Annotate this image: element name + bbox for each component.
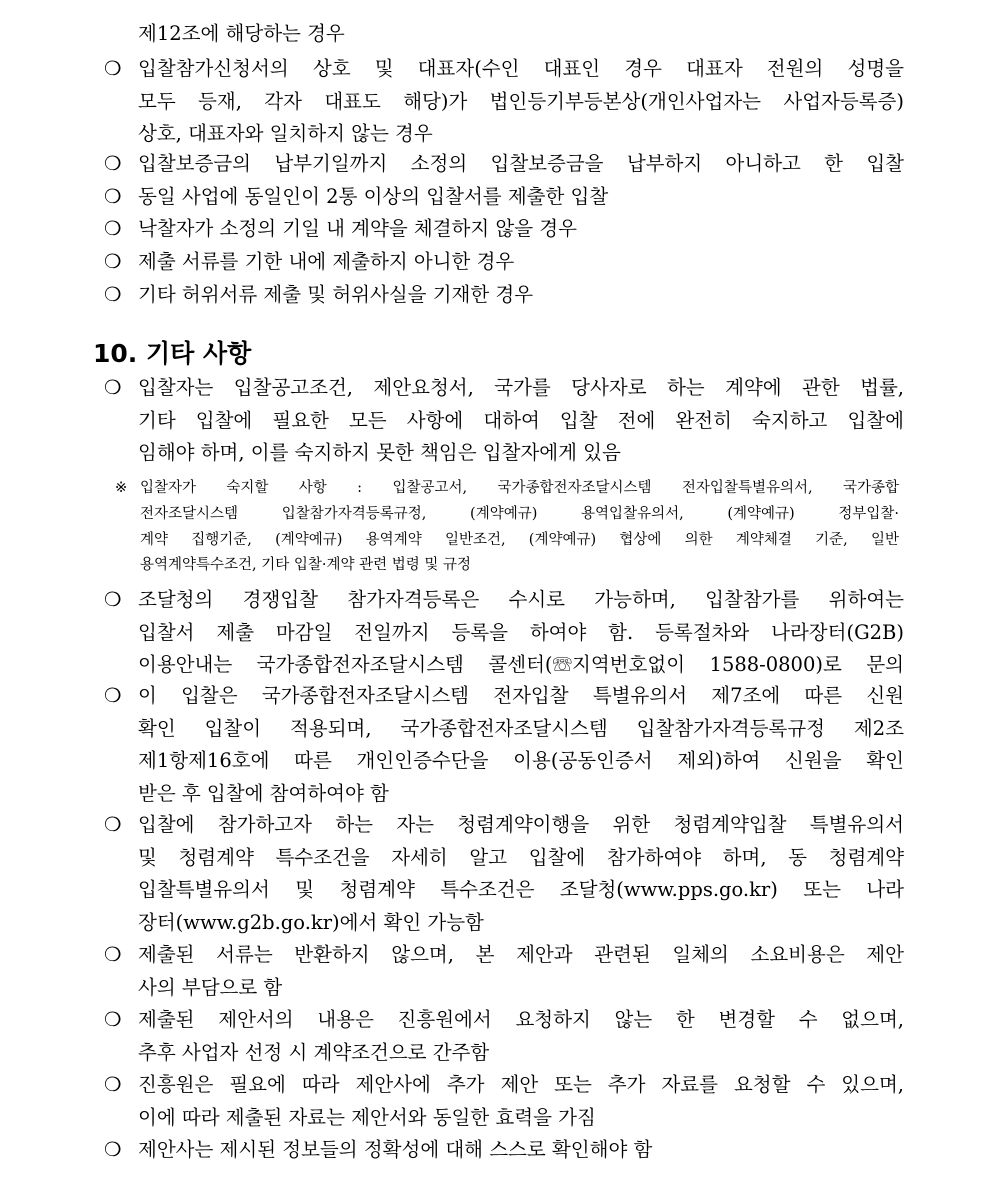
section-heading: 10. 기타 사항: [93, 339, 252, 368]
bullet-icon: ❍: [104, 57, 122, 80]
item-line: 제1항제16호에 따른 개인인증수단을 이용(공동인증서 제외)하여 신원을 확인: [138, 749, 904, 772]
item-line: 제출된 서류는 반환하지 않으며, 본 제안과 관련된 일체의 소요비용은 제안: [138, 943, 904, 966]
item-line: 입찰특별유의서 및 청렴계약 특수조건은 조달청(www.pps.go.kr) 또는 나라: [138, 878, 904, 901]
item-line: 임해야 하며, 이를 숙지하지 못한 책임은 입찰자에게 있음: [138, 441, 621, 464]
item-line: 조달청의 경쟁입찰 참가자격등록은 수시로 가능하며, 입찰참가를 위하여는: [138, 588, 904, 611]
note-block: [115, 476, 899, 579]
note-line: 입찰자가 숙지할 사항 : 입찰공고서, 국가종합전자조달시스템 전자입찰특별유의서, 국가종합: [140, 480, 899, 496]
bullet-icon: ❍: [104, 250, 122, 273]
item-line: 동일 사업에 동일인이 2통 이상의 입찰서를 제출한 입찰: [138, 185, 609, 208]
list-item-b3: [104, 809, 904, 939]
item-line: 제출된 제안서의 내용은 진흥원에서 요청하지 않는 한 변경할 수 없으며,: [138, 1008, 904, 1031]
bullet-icon: ❍: [104, 1138, 122, 1161]
list-item-5: [104, 279, 904, 312]
list-item-0: [104, 53, 904, 151]
item-line: 이용안내는 국가종합전자조달시스템 콜센터(☏지역번호없이 1588-0800)로 문의: [138, 653, 904, 676]
list-item-2: [104, 181, 904, 214]
item-line: 입찰자는 입찰공고조건, 제안요청서, 국가를 당사자로 하는 계약에 관한 법률,: [138, 376, 904, 399]
bullet-icon: ❍: [104, 813, 122, 836]
list-item-4: [104, 246, 904, 279]
bullet-icon: ❍: [104, 1008, 122, 1031]
item-line: 입찰에 참가하고자 하는 자는 청렴계약이행을 위한 청렴계약입찰 특별유의서: [138, 813, 904, 836]
list-item-b5: [104, 1004, 904, 1069]
list-item-b7: [104, 1134, 904, 1167]
item-line: 진흥원은 필요에 따라 제안사에 추가 제안 또는 추가 자료를 요청할 수 있으며,: [138, 1073, 904, 1096]
list-item-b2: [104, 680, 904, 810]
item-line: 사의 부담으로 함: [138, 975, 283, 999]
item-line: 제출 서류를 기한 내에 제출하지 아니한 경우: [138, 250, 515, 273]
list-item-1: [104, 148, 904, 181]
note-line: 계약 집행기준, (계약예규) 용역계약 일반조건, (계약예규) 협상에 의한 계약체결 기준, 일반: [140, 531, 899, 548]
item-line: 기타 입찰에 필요한 모든 사항에 대하여 입찰 전에 완전히 숙지하고 입찰에: [138, 408, 904, 432]
item-line: 입찰보증금의 납부기일까지 소정의 입찰보증금을 납부하지 아니하고 한 입찰: [138, 152, 904, 175]
item-line: 장터(www.g2b.go.kr)에서 확인 가능함: [138, 910, 484, 934]
note-line: 용역계약특수조건, 기타 입찰·계약 관련 법령 및 규정: [140, 557, 472, 574]
item-line: 추후 사업자 선정 시 계약조건으로 간주함: [138, 1040, 490, 1064]
item-line: 입찰참가신청서의 상호 및 대표자(수인 대표인 경우 대표자 전원의 성명을: [138, 57, 904, 80]
item-line: 제안사는 제시된 정보들의 정확성에 대해 스스로 확인해야 함: [138, 1138, 653, 1161]
bullet-icon: ❍: [104, 1073, 122, 1096]
item-line: 기타 허위서류 제출 및 허위사실을 기재한 경우: [138, 283, 534, 306]
item-line: 및 청렴계약 특수조건을 자세히 알고 입찰에 참가하여야 하며, 동 청렴계약: [138, 845, 904, 869]
list-item-b4: [104, 939, 904, 1004]
item-line: 받은 후 입찰에 참여하여야 함: [138, 781, 389, 805]
bullet-icon: ❍: [104, 152, 122, 175]
list-item-b6: [104, 1069, 904, 1134]
item-line: 확인 입찰이 적용되며, 국가종합전자조달시스템 입찰참가자격등록규정 제2조: [138, 716, 904, 740]
list-item-3: [104, 213, 904, 246]
bullet-icon: ❍: [104, 376, 122, 399]
list-item-b0: [104, 372, 904, 470]
reference-mark-icon: ※: [115, 480, 128, 496]
bullet-icon: ❍: [104, 588, 122, 611]
item-line: 이 입찰은 국가종합전자조달시스템 전자입찰 특별유의서 제7조에 따른 신원: [138, 684, 904, 707]
item-line: 낙찰자가 소정의 기일 내 계약을 체결하지 않을 경우: [138, 217, 577, 240]
continuation-line: 제12조에 해당하는 경우: [138, 22, 345, 45]
bullet-icon: ❍: [104, 943, 122, 966]
note-line: 전자조달시스템 입찰참가자격등록규정, (계약예규) 용역입찰유의서, (계약예규) 정부입찰·: [140, 505, 899, 522]
item-line: 입찰서 제출 마감일 전일까지 등록을 하여야 함. 등록절차와 나라장터(G2B): [138, 620, 904, 644]
list-item-b1: [104, 584, 904, 682]
item-line: 상호, 대표자와 일치하지 않는 경우: [138, 122, 433, 145]
bullet-icon: ❍: [104, 283, 122, 306]
item-line: 이에 따라 제출된 자료는 제안서와 동일한 효력을 가짐: [138, 1105, 596, 1129]
item-line: 모두 등재, 각자 대표도 해당)가 법인등기부등본상(개인사업자는 사업자등록증): [138, 89, 904, 113]
bullet-icon: ❍: [104, 684, 122, 707]
bullet-icon: ❍: [104, 217, 122, 240]
bullet-icon: ❍: [104, 185, 122, 208]
